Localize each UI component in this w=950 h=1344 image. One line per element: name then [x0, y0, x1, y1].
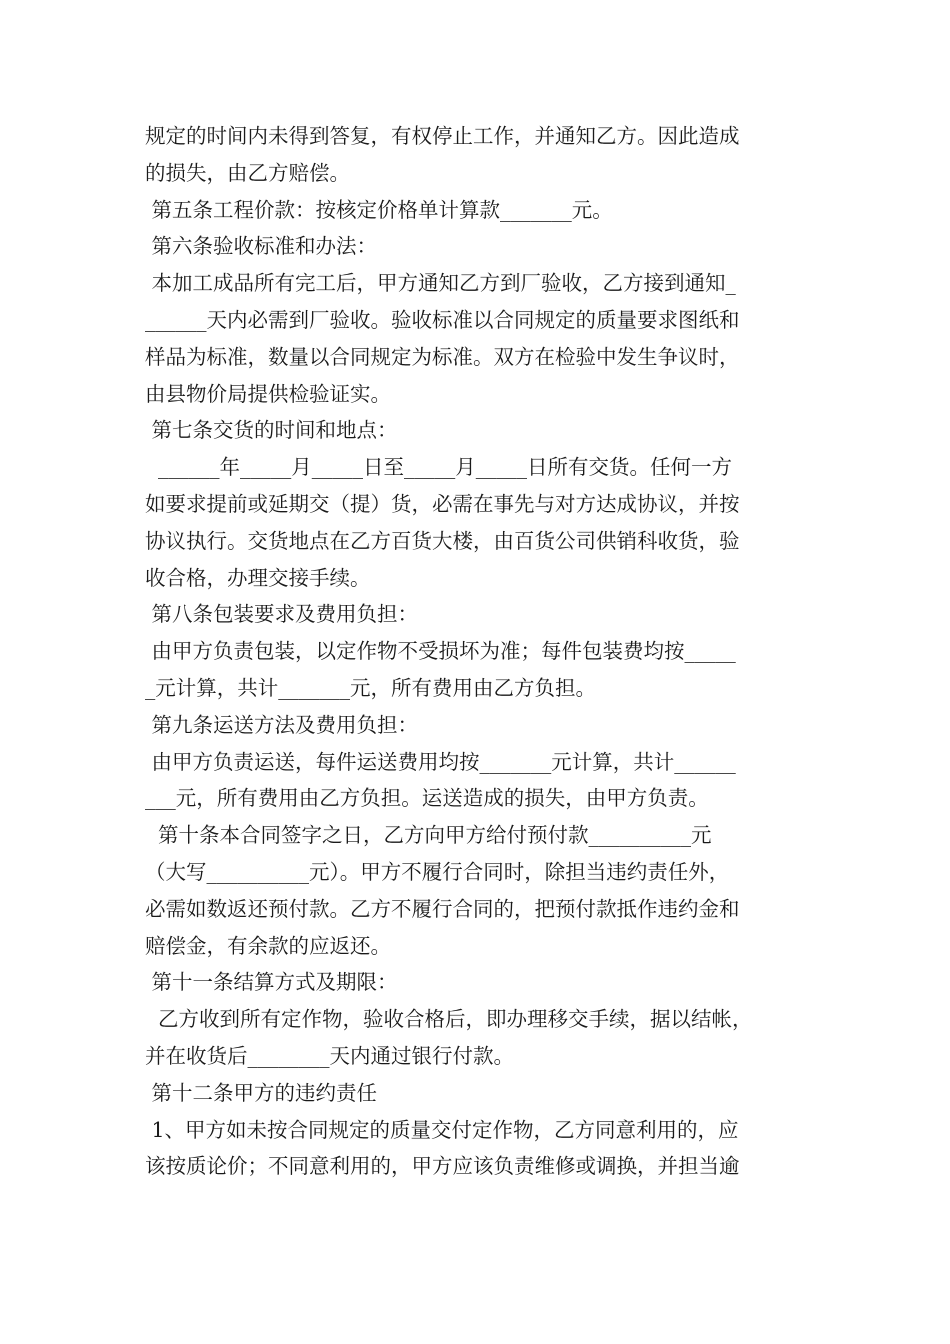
text-line: 的损失，由乙方赔偿。	[145, 160, 350, 185]
text-line: 本加工成品所有完工后，甲方通知乙方到厂验收，乙方接到通知_	[145, 271, 736, 296]
document-body	[145, 118, 825, 1185]
text-line: 该按质论价；不同意利用的，甲方应该负责维修或调换，并担当逾	[145, 1154, 740, 1179]
text-line: 规定的时间内未得到答复，有权停止工作，并通知乙方。因此造成	[145, 124, 740, 148]
text-line: 并在收货后________天内通过银行付款。	[145, 1043, 514, 1068]
text-line: 如要求提前或延期交（提）货，必需在事先与对方达成协议，并按	[145, 491, 740, 516]
text-line: _元计算，共计_______元，所有费用由乙方负担。	[145, 675, 596, 700]
text-line: 赔偿金，有余款的应返还。	[145, 933, 391, 958]
text-line: 由县物价局提供检验证实。	[145, 381, 391, 406]
text-line: 由甲方负责运送，每件运送费用均按_______元计算，共计______	[145, 749, 736, 774]
text-line: 由甲方负责包装，以定作物不受损坏为准；每件包装费均按_____	[145, 639, 736, 664]
text-line: 样品为标准，数量以合同规定为标准。双方在检验中发生争议时，	[145, 344, 740, 369]
text-line: 乙方收到所有定作物，验收合格后，即办理移交手续，据以结帐，	[145, 1007, 753, 1032]
text-line: 必需如数返还预付款。乙方不履行合同的，把预付款抵作违约金和	[145, 896, 740, 921]
article-6-heading: 第六条验收标准和办法：	[145, 234, 378, 259]
text-line: 1、甲方如未按合同规定的质量交付定作物，乙方同意利用的，应	[145, 1117, 739, 1142]
text-line: ______天内必需到厂验收。验收标准以合同规定的质量要求图纸和	[145, 307, 740, 332]
article-7-heading: 第七条交货的时间和地点：	[145, 418, 398, 443]
article-8-heading: 第八条包装要求及费用负担：	[145, 602, 419, 627]
article-9-heading: 第九条运送方法及费用负担：	[145, 712, 419, 737]
text-line: ___元，所有费用由乙方负担。运送造成的损失，由甲方负责。	[145, 786, 709, 811]
article-10: 第十条本合同签字之日，乙方向甲方给付预付款__________元	[145, 823, 712, 848]
text-line: ______年_____月_____日至_____月_____日所有交货。任何一方	[145, 455, 733, 480]
text-line: （大写__________元）。甲方不履行合同时，除担当违约责任外，	[145, 859, 730, 884]
article-12-heading: 第十二条甲方的违约责任	[145, 1080, 378, 1105]
text-line: 协议执行。交货地点在乙方百货大楼，由百货公司供销科收货，验	[145, 528, 740, 553]
text-line: 收合格，办理交接手续。	[145, 565, 371, 590]
article-11-heading: 第十一条结算方式及期限：	[145, 970, 398, 995]
article-5-price: 第五条工程价款：按核定价格单计算款_______元。	[145, 197, 613, 222]
